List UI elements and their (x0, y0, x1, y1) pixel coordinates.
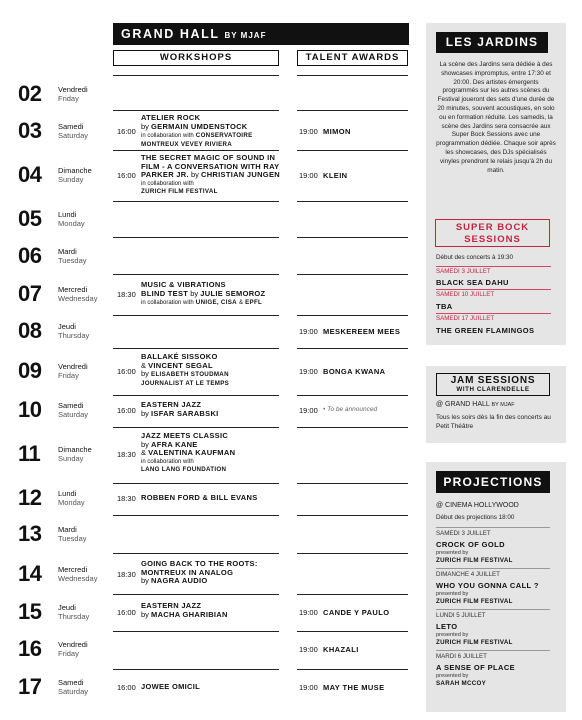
workshop-divider (113, 631, 279, 632)
ampersand: & (141, 448, 147, 458)
day-row (16, 395, 409, 426)
jam-venue-by: BY MJAF (491, 402, 515, 408)
day-name-fr: Vendredi (58, 362, 88, 371)
presenter: ZURICH FILM FESTIVAL (436, 557, 513, 564)
projections-venue: @ CINEMA HOLLYWOOD (436, 502, 519, 509)
ampersand: & (141, 360, 147, 370)
divider (436, 609, 550, 610)
collab-org: UNIGE, CISA (195, 299, 237, 307)
day-name-fr: Mardi (58, 247, 77, 256)
day-name-en: Friday (58, 371, 79, 380)
workshop-title-2: MONTREUX IN ANALOG (141, 567, 234, 577)
talent-divider (297, 274, 408, 275)
workshop-event (141, 114, 281, 149)
workshop-divider (113, 201, 279, 202)
workshop-title: GOING BACK TO THE ROOTS: (141, 559, 258, 568)
workshop-divider (113, 594, 279, 595)
day-name-en: Sunday (58, 454, 84, 463)
workshop-time: 16:00 (117, 608, 136, 617)
projection-title: WHO YOU GONNA CALL ? (436, 581, 539, 590)
talent-divider (297, 594, 408, 595)
talent-divider (297, 237, 408, 238)
by-label: by (141, 576, 149, 586)
projection-title: CROCK OF GOLD (436, 540, 505, 549)
day-name-en: Saturday (58, 131, 89, 140)
workshop-artist: AFRA KANE (151, 439, 198, 449)
jam-title-main: JAM SESSIONS (450, 375, 536, 386)
collab-label: in collaboration with (141, 133, 194, 140)
day-name-fr: Lundi (58, 210, 77, 219)
sbs-date: SAMEDI 10 JUILLET (436, 291, 495, 298)
workshop-divider (113, 348, 279, 349)
by-label: by (141, 609, 149, 619)
day-name (58, 565, 97, 583)
workshop-artist: NAGRA AUDIO (151, 576, 208, 586)
workshop-title-3: PARKER JR. (141, 170, 189, 180)
workshop-title: MUSIC & VIBRATIONS (141, 280, 226, 289)
day-row (16, 274, 409, 314)
day-name (58, 603, 89, 621)
day-row (16, 669, 409, 707)
day-number: 02 (18, 81, 42, 106)
workshop-divider (113, 669, 279, 670)
hall-title: GRAND HALL (121, 27, 220, 41)
projection-date: MARDI 6 JUILLET (436, 653, 487, 660)
sbs-title-line2: SESSIONS (464, 234, 521, 245)
sbs-date: SAMEDI 17 JUILLET (436, 315, 495, 322)
workshop-time: 16:00 (117, 127, 136, 136)
les-jardins-title: LES JARDINS (436, 32, 548, 53)
workshop-title-2: VINCENT SEGAL (148, 360, 213, 370)
sbs-start-time: Début des concerts à 19:30 (436, 254, 514, 261)
workshop-event (141, 281, 281, 308)
day-name-fr: Samedi (58, 678, 84, 687)
jam-sessions-title (436, 373, 550, 396)
day-number: 17 (18, 674, 42, 699)
workshop-time: 16:00 (117, 683, 136, 692)
talent-divider (297, 553, 408, 554)
day-name-en: Monday (58, 498, 85, 507)
workshop-title: THE SECRET MAGIC OF SOUND IN (141, 153, 276, 162)
grand-hall-header (113, 23, 409, 45)
day-name-fr: Mercredi (58, 565, 88, 574)
day-name (58, 640, 88, 658)
day-number: 03 (18, 118, 42, 143)
workshop-event (141, 154, 283, 197)
super-bock-sessions-title (435, 219, 550, 247)
talent-divider (297, 427, 408, 428)
day-name (58, 122, 88, 140)
workshop-title: EASTERN JAZZ (141, 601, 202, 610)
workshop-time: 18:30 (117, 494, 136, 503)
workshop-time: 16:00 (117, 367, 136, 376)
workshops-column-header: WORKSHOPS (113, 50, 279, 66)
workshop-event (141, 494, 281, 503)
workshop-event (141, 401, 281, 418)
day-row (16, 201, 409, 236)
day-number: 11 (18, 441, 41, 466)
day-number: 14 (18, 561, 42, 586)
sbs-artist: TBA (436, 302, 453, 311)
workshop-event (141, 683, 281, 692)
workshop-time: 16:00 (117, 406, 136, 415)
workshop-title-2: FILM - A CONVERSATION WITH RAY (141, 161, 280, 171)
day-number: 04 (18, 162, 42, 187)
presenter: SARAH MCCOY (436, 680, 487, 687)
day-name-en: Wednesday (58, 574, 98, 583)
talent-divider (297, 201, 408, 202)
day-name-fr: Dimanche (58, 445, 92, 454)
talent-name: KHAZALI (323, 645, 359, 654)
les-jardins-text: La scène des Jardins sera dédiée à des showcases impromptus, entre 17:30 et 20:00. Des artistes émergents programmés sur les autres scènes du Festival joueront des sets d'une durée de 20 minutes, souvent acoustiques, en solo ou en formation réduite. Les samedis, la scène des Jardins sera consacrée aux Super Bock Sessions avec une programmation dédiée. Chaque soir après les showcases, des DJs spécialisés vinyles prendront le relais jusqu'à 2h du matin. (436, 61, 556, 174)
presented-by-label: presented by (436, 673, 469, 679)
talent-name-tba: To be announced (327, 406, 378, 413)
day-name (58, 489, 85, 507)
talent-time: 19:00 (299, 683, 318, 692)
talent-name: MIMON (323, 127, 351, 136)
day-name-en: Saturday (58, 410, 89, 419)
collab-org: CONSERVATOIRE (195, 132, 253, 140)
day-number: 09 (18, 358, 42, 383)
day-row (16, 553, 409, 593)
divider (436, 568, 550, 569)
day-name (58, 285, 97, 303)
talent-divider (297, 75, 408, 76)
workshop-divider (113, 150, 279, 151)
day-name-en: Sunday (58, 175, 84, 184)
workshop-time: 18:30 (117, 450, 136, 459)
workshop-event (141, 560, 281, 586)
talent-awards-column-header: TALENT AWARDS (297, 50, 408, 66)
day-name-en: Thursday (58, 331, 90, 340)
day-number: 10 (18, 397, 42, 422)
workshop-time: 16:00 (117, 171, 136, 180)
workshop-title: ATELIER ROCK (141, 113, 201, 122)
day-number: 12 (18, 485, 42, 510)
sbs-artist: THE GREEN FLAMINGOS (436, 326, 535, 335)
jam-venue (436, 401, 515, 408)
workshop-divider (113, 483, 279, 484)
ampersand: & (239, 300, 244, 307)
workshop-artist: JULIE SEMOROZ (200, 288, 266, 298)
by-label: by (190, 288, 199, 298)
day-name (58, 322, 89, 340)
workshop-artist-2: JOURNALIST AT LE TEMPS (141, 379, 230, 387)
collab-org-2: MONTREUX VEVEY RIVIERA (141, 140, 233, 148)
talent-name: MESKEREEM MEES (323, 327, 401, 336)
day-name (58, 362, 88, 380)
day-row (16, 631, 409, 668)
collab-label: in collaboration with (141, 180, 194, 187)
projection-date: LUNDI 5 JUILLET (436, 612, 486, 619)
talent-name: CANDE Y PAULO (323, 608, 390, 617)
talent-name: MAY THE MUSE (323, 683, 385, 692)
collab-org: ZURICH FILM FESTIVAL (141, 188, 218, 196)
day-name-fr: Mardi (58, 525, 77, 534)
day-number: 15 (18, 599, 42, 624)
talent-time: 19:00 (299, 171, 318, 180)
by-label: by (141, 121, 149, 131)
presented-by-label: presented by (436, 550, 469, 556)
day-number: 13 (18, 521, 42, 546)
jam-venue-name: @ GRAND HALL (436, 401, 490, 408)
talent-divider (297, 315, 408, 316)
talent-divider (297, 669, 408, 670)
divider (436, 650, 550, 651)
day-name (58, 525, 87, 543)
workshop-time: 18:30 (117, 570, 136, 579)
day-row (16, 594, 409, 630)
talent-divider (297, 631, 408, 632)
day-name-en: Tuesday (58, 534, 87, 543)
workshop-time: 18:30 (117, 290, 136, 299)
talent-divider (297, 110, 408, 111)
day-name-fr: Jeudi (58, 603, 76, 612)
day-number: 07 (18, 281, 42, 306)
day-name-en: Thursday (58, 612, 90, 621)
workshop-title: BALLAKÉ SISSOKO (141, 352, 218, 361)
divider (436, 266, 551, 267)
workshop-title: EASTERN JAZZ (141, 400, 202, 409)
day-name (58, 166, 92, 184)
workshop-event (141, 353, 281, 388)
talent-name: KLEIN (323, 171, 348, 180)
by-label: by (141, 369, 149, 379)
day-number: 08 (18, 318, 42, 343)
les-jardins-panel (426, 23, 566, 345)
day-name-en: Friday (58, 94, 79, 103)
divider (436, 289, 551, 290)
day-row (16, 237, 409, 273)
hall-by: BY MJAF (224, 31, 267, 40)
projections-start: Début des projections 18:00 (436, 514, 515, 521)
day-number: 06 (18, 243, 42, 268)
talent-time: 19:00 (299, 406, 318, 415)
day-row (16, 315, 409, 347)
day-name-fr: Samedi (58, 122, 84, 131)
presented-by-label: presented by (436, 591, 469, 597)
projection-title: LETO (436, 622, 458, 631)
day-name-fr: Dimanche (58, 166, 92, 175)
by-label: by (141, 439, 149, 449)
day-name-en: Wednesday (58, 294, 98, 303)
workshop-divider (113, 515, 279, 516)
workshop-title: ROBBEN FORD & BILL EVANS (141, 493, 258, 502)
workshop-divider (113, 110, 279, 111)
sbs-title-line1: SUPER BOCK (455, 222, 530, 233)
talent-time: 19:00 (299, 327, 318, 336)
talent-divider (297, 348, 408, 349)
day-name-fr: Lundi (58, 489, 77, 498)
day-name (58, 401, 88, 419)
projection-date: DIMANCHE 4 JUILLET (436, 571, 500, 578)
projection-date: SAMEDI 3 JUILLET (436, 530, 491, 537)
day-name-fr: Mercredi (58, 285, 88, 294)
workshop-artist: GERMAIN UMDENSTOCK (151, 121, 248, 131)
day-name (58, 678, 88, 696)
talent-name (323, 406, 377, 413)
workshop-divider (113, 237, 279, 238)
day-name-fr: Jeudi (58, 322, 76, 331)
collab-label: in collaboration with (141, 458, 194, 465)
workshop-artist: MACHA GHARIBIAN (151, 609, 228, 619)
day-name (58, 210, 85, 228)
day-row (16, 483, 409, 514)
presenter: ZURICH FILM FESTIVAL (436, 639, 513, 646)
by-label: by (141, 408, 149, 418)
projections-title: PROJECTIONS (436, 471, 550, 493)
workshop-artist: CHRISTIAN JUNGEN (200, 170, 280, 180)
day-name-en: Saturday (58, 687, 89, 696)
day-name-fr: Samedi (58, 401, 84, 410)
day-row (16, 427, 409, 482)
sbs-artist: BLACK SEA DAHU (436, 278, 509, 287)
day-number: 16 (18, 636, 42, 661)
talent-name: BONGA KWANA (323, 367, 386, 376)
day-name (58, 445, 92, 463)
day-name-en: Monday (58, 219, 85, 228)
day-name-en: Friday (58, 649, 79, 658)
talent-time: 19:00 (299, 608, 318, 617)
jam-sessions-panel (426, 366, 566, 443)
day-name-en: Tuesday (58, 256, 87, 265)
collab-org: LANG LANG FOUNDATION (141, 466, 227, 474)
collab-label: in collaboration with (141, 300, 194, 307)
projections-panel (426, 462, 566, 712)
talent-time: 19:00 (299, 645, 318, 654)
day-name-fr: Vendredi (58, 85, 88, 94)
jam-text: Tous les soirs dès la fin des concerts au Petit Théâtre (436, 414, 551, 430)
workshop-title: JOWEE OMICIL (141, 682, 201, 691)
workshop-event (141, 602, 281, 619)
talent-time: 19:00 (299, 127, 318, 136)
talent-divider (297, 395, 408, 396)
day-row (16, 75, 409, 109)
workshop-artist-2: VALENTINA KAUFMAN (148, 448, 236, 458)
workshop-divider (113, 274, 279, 275)
talent-divider (297, 515, 408, 516)
talent-divider (297, 150, 408, 151)
workshop-divider (113, 315, 279, 316)
workshop-divider (113, 553, 279, 554)
presenter: ZURICH FILM FESTIVAL (436, 598, 513, 605)
presented-by-label: presented by (436, 632, 469, 638)
day-name (58, 247, 87, 265)
day-row (16, 110, 409, 149)
workshop-event (141, 432, 281, 475)
sbs-date: SAMEDI 3 JUILLET (436, 268, 491, 275)
divider (436, 313, 551, 314)
workshop-divider (113, 75, 279, 76)
collab-org-2: EPFL (245, 299, 263, 307)
day-name (58, 85, 88, 103)
workshop-title: JAZZ MEETS CLASSIC (141, 431, 229, 440)
jam-title-sub: WITH CLARENDELLE (456, 386, 530, 393)
talent-time: 19:00 (299, 367, 318, 376)
day-row (16, 348, 409, 394)
workshop-divider (113, 427, 279, 428)
workshop-divider (113, 395, 279, 396)
day-row (16, 150, 409, 200)
divider (436, 527, 550, 528)
workshop-artist: ISFAR SARABSKI (151, 408, 219, 418)
bullet: • (323, 406, 326, 413)
workshop-artist: ELISABETH STOUDMAN (151, 371, 229, 379)
day-number: 05 (18, 206, 42, 231)
talent-divider (297, 483, 408, 484)
day-name-fr: Vendredi (58, 640, 88, 649)
projection-title: A SENSE OF PLACE (436, 663, 516, 672)
by-label: by (190, 170, 199, 180)
workshop-title-2: BLIND TEST (141, 288, 189, 298)
day-row (16, 515, 409, 552)
